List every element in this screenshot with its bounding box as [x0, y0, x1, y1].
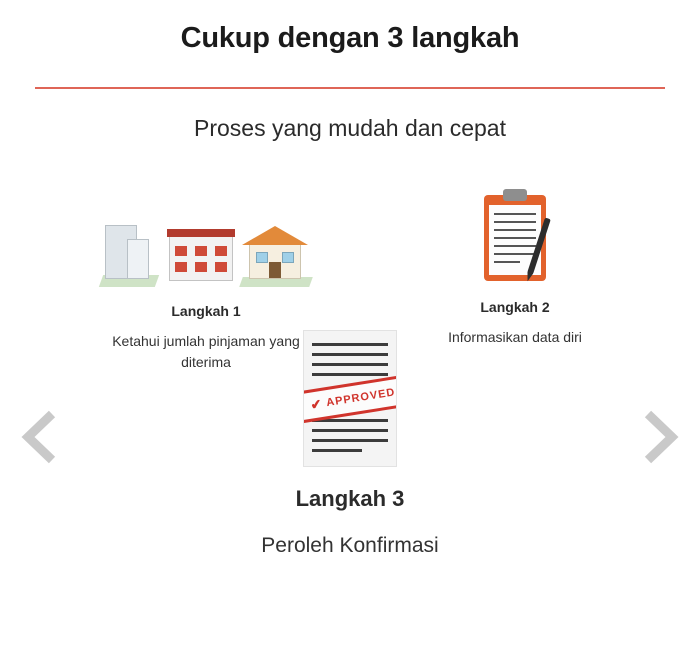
clipboard-pen-icon	[484, 195, 546, 281]
step-2-label: Langkah 2	[480, 299, 550, 315]
step-3-label: Langkah 3	[295, 486, 405, 511]
step-1-label: Langkah 1	[171, 303, 241, 319]
carousel-next-button[interactable]	[636, 408, 682, 466]
step-2-illustration	[400, 195, 630, 293]
step-1-description: Ketahui jumlah pinjaman yang diterima	[112, 333, 300, 370]
step-2-description: Informasikan data diri	[448, 329, 582, 345]
check-icon: ✔	[309, 395, 324, 413]
buildings-icon	[101, 215, 311, 291]
step-1-illustration	[86, 215, 326, 293]
chevron-left-icon	[18, 408, 64, 466]
step-item-2	[400, 195, 630, 348]
title-divider	[35, 87, 665, 89]
chevron-right-icon	[636, 408, 682, 466]
step-item-3	[230, 330, 470, 562]
page-subtitle: Proses yang mudah dan cepat	[194, 115, 506, 141]
approved-document-icon	[303, 330, 397, 467]
page-title: Cukup dengan 3 langkah	[180, 22, 520, 54]
step-3-description: Peroleh Konfirmasi	[261, 534, 439, 557]
approved-stamp-text: APPROVED	[325, 386, 397, 410]
step-3-illustration	[230, 330, 470, 470]
carousel-prev-button[interactable]	[18, 408, 64, 466]
approved-stamp	[303, 375, 397, 424]
